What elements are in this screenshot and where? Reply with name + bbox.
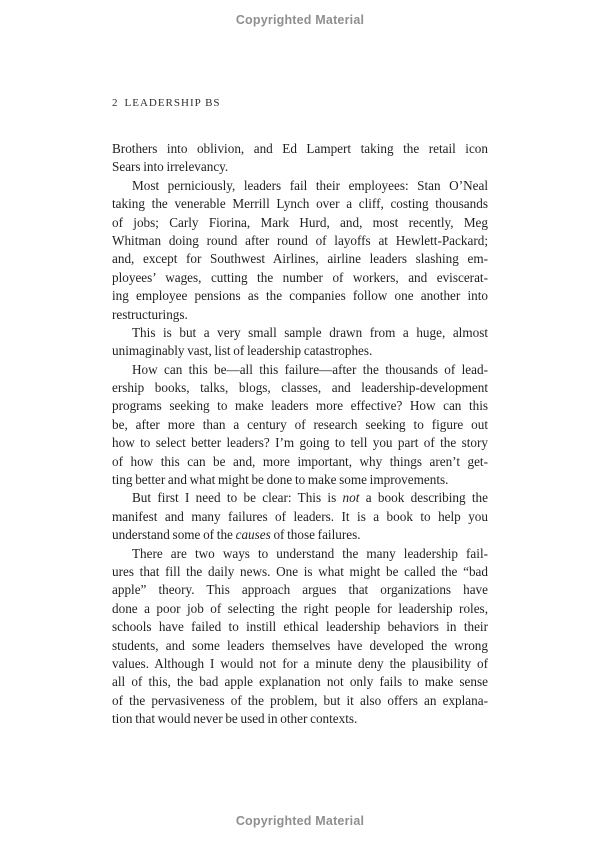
running-title: LEADERSHIP BS — [124, 97, 221, 109]
copyright-notice-top: Copyrighted Material — [235, 13, 365, 27]
text-line: Whitman doing round after round of layoffs at Hewlett-Packard; — [112, 232, 488, 248]
text-line: understand some of the causes of those failures. — [112, 527, 361, 543]
text-line: of how this can be and, more important, why things aren’t get- — [112, 453, 488, 469]
text-line: unimaginably vast, list of leadership catastrophes. — [112, 343, 373, 359]
text-line: Brothers into oblivion, and Ed Lampert taking the retail icon — [112, 141, 488, 156]
text-line: taking the venerable Merrill Lynch over a cliff, costing thousands — [112, 196, 488, 212]
page-number: 2 — [112, 97, 118, 109]
text-line: Sears into irrelevancy. — [112, 159, 229, 175]
page-body — [112, 140, 488, 729]
text-line: values. Although I would not for a minute deny the plausibility of — [112, 655, 488, 671]
text-line: programs seeking to make leaders more effective? How can this — [112, 398, 488, 414]
text-line: ures that fill the daily news. One is what might be called the “bad — [112, 563, 488, 579]
text-line: and, except for Southwest Airlines, airline leaders slashing em- — [112, 251, 488, 267]
text-line: How can this be—all this failure—after the thousands of lead- — [132, 361, 488, 377]
copyright-notice-bottom: Copyrighted Material — [235, 814, 365, 828]
text-line: of the pervasiveness of the problem, but it also offers an explana- — [112, 692, 488, 708]
text-line: students, and some leaders themselves have developed the wrong — [112, 637, 488, 653]
text-line: schools have failed to instill ethical leadership behaviors in their — [112, 619, 488, 635]
page-header — [112, 97, 221, 109]
text-line: restructurings. — [112, 306, 188, 322]
text-line: ing employee pensions as the companies follow one another into — [112, 288, 488, 304]
text-line: There are two ways to understand the many leadership fail- — [132, 545, 488, 561]
text-line: ting better and what might be done to make some improvements. — [112, 472, 449, 488]
text-line: ployees’ wages, cutting the number of workers, and eviscerat- — [112, 269, 488, 285]
text-line: ership books, talks, blogs, classes, and leadership-development — [112, 380, 488, 396]
text-line: But first I need to be clear: This is not a book describing the — [132, 490, 488, 506]
text-line: tion that would never be used in other contexts. — [112, 711, 358, 727]
text-line: Most perniciously, leaders fail their employees: Stan O’Neal — [132, 177, 488, 193]
text-line: all of this, the bad apple explanation not only fails to make sense — [112, 674, 488, 690]
text-line: be, after more than a century of research seeking to figure out — [112, 416, 488, 432]
text-line: This is but a very small sample drawn from a huge, almost — [132, 324, 488, 340]
text-line: of jobs; Carly Fiorina, Mark Hurd, and, most recently, Meg — [112, 214, 488, 230]
text-line: how to select better leaders? I’m going to tell you part of the story — [112, 435, 488, 451]
text-line: apple” theory. This approach argues that organizations have — [112, 582, 488, 598]
text-line: manifest and many failures of leaders. It is a book to help you — [112, 508, 488, 524]
text-line: done a poor job of selecting the right people for leadership roles, — [112, 600, 488, 616]
